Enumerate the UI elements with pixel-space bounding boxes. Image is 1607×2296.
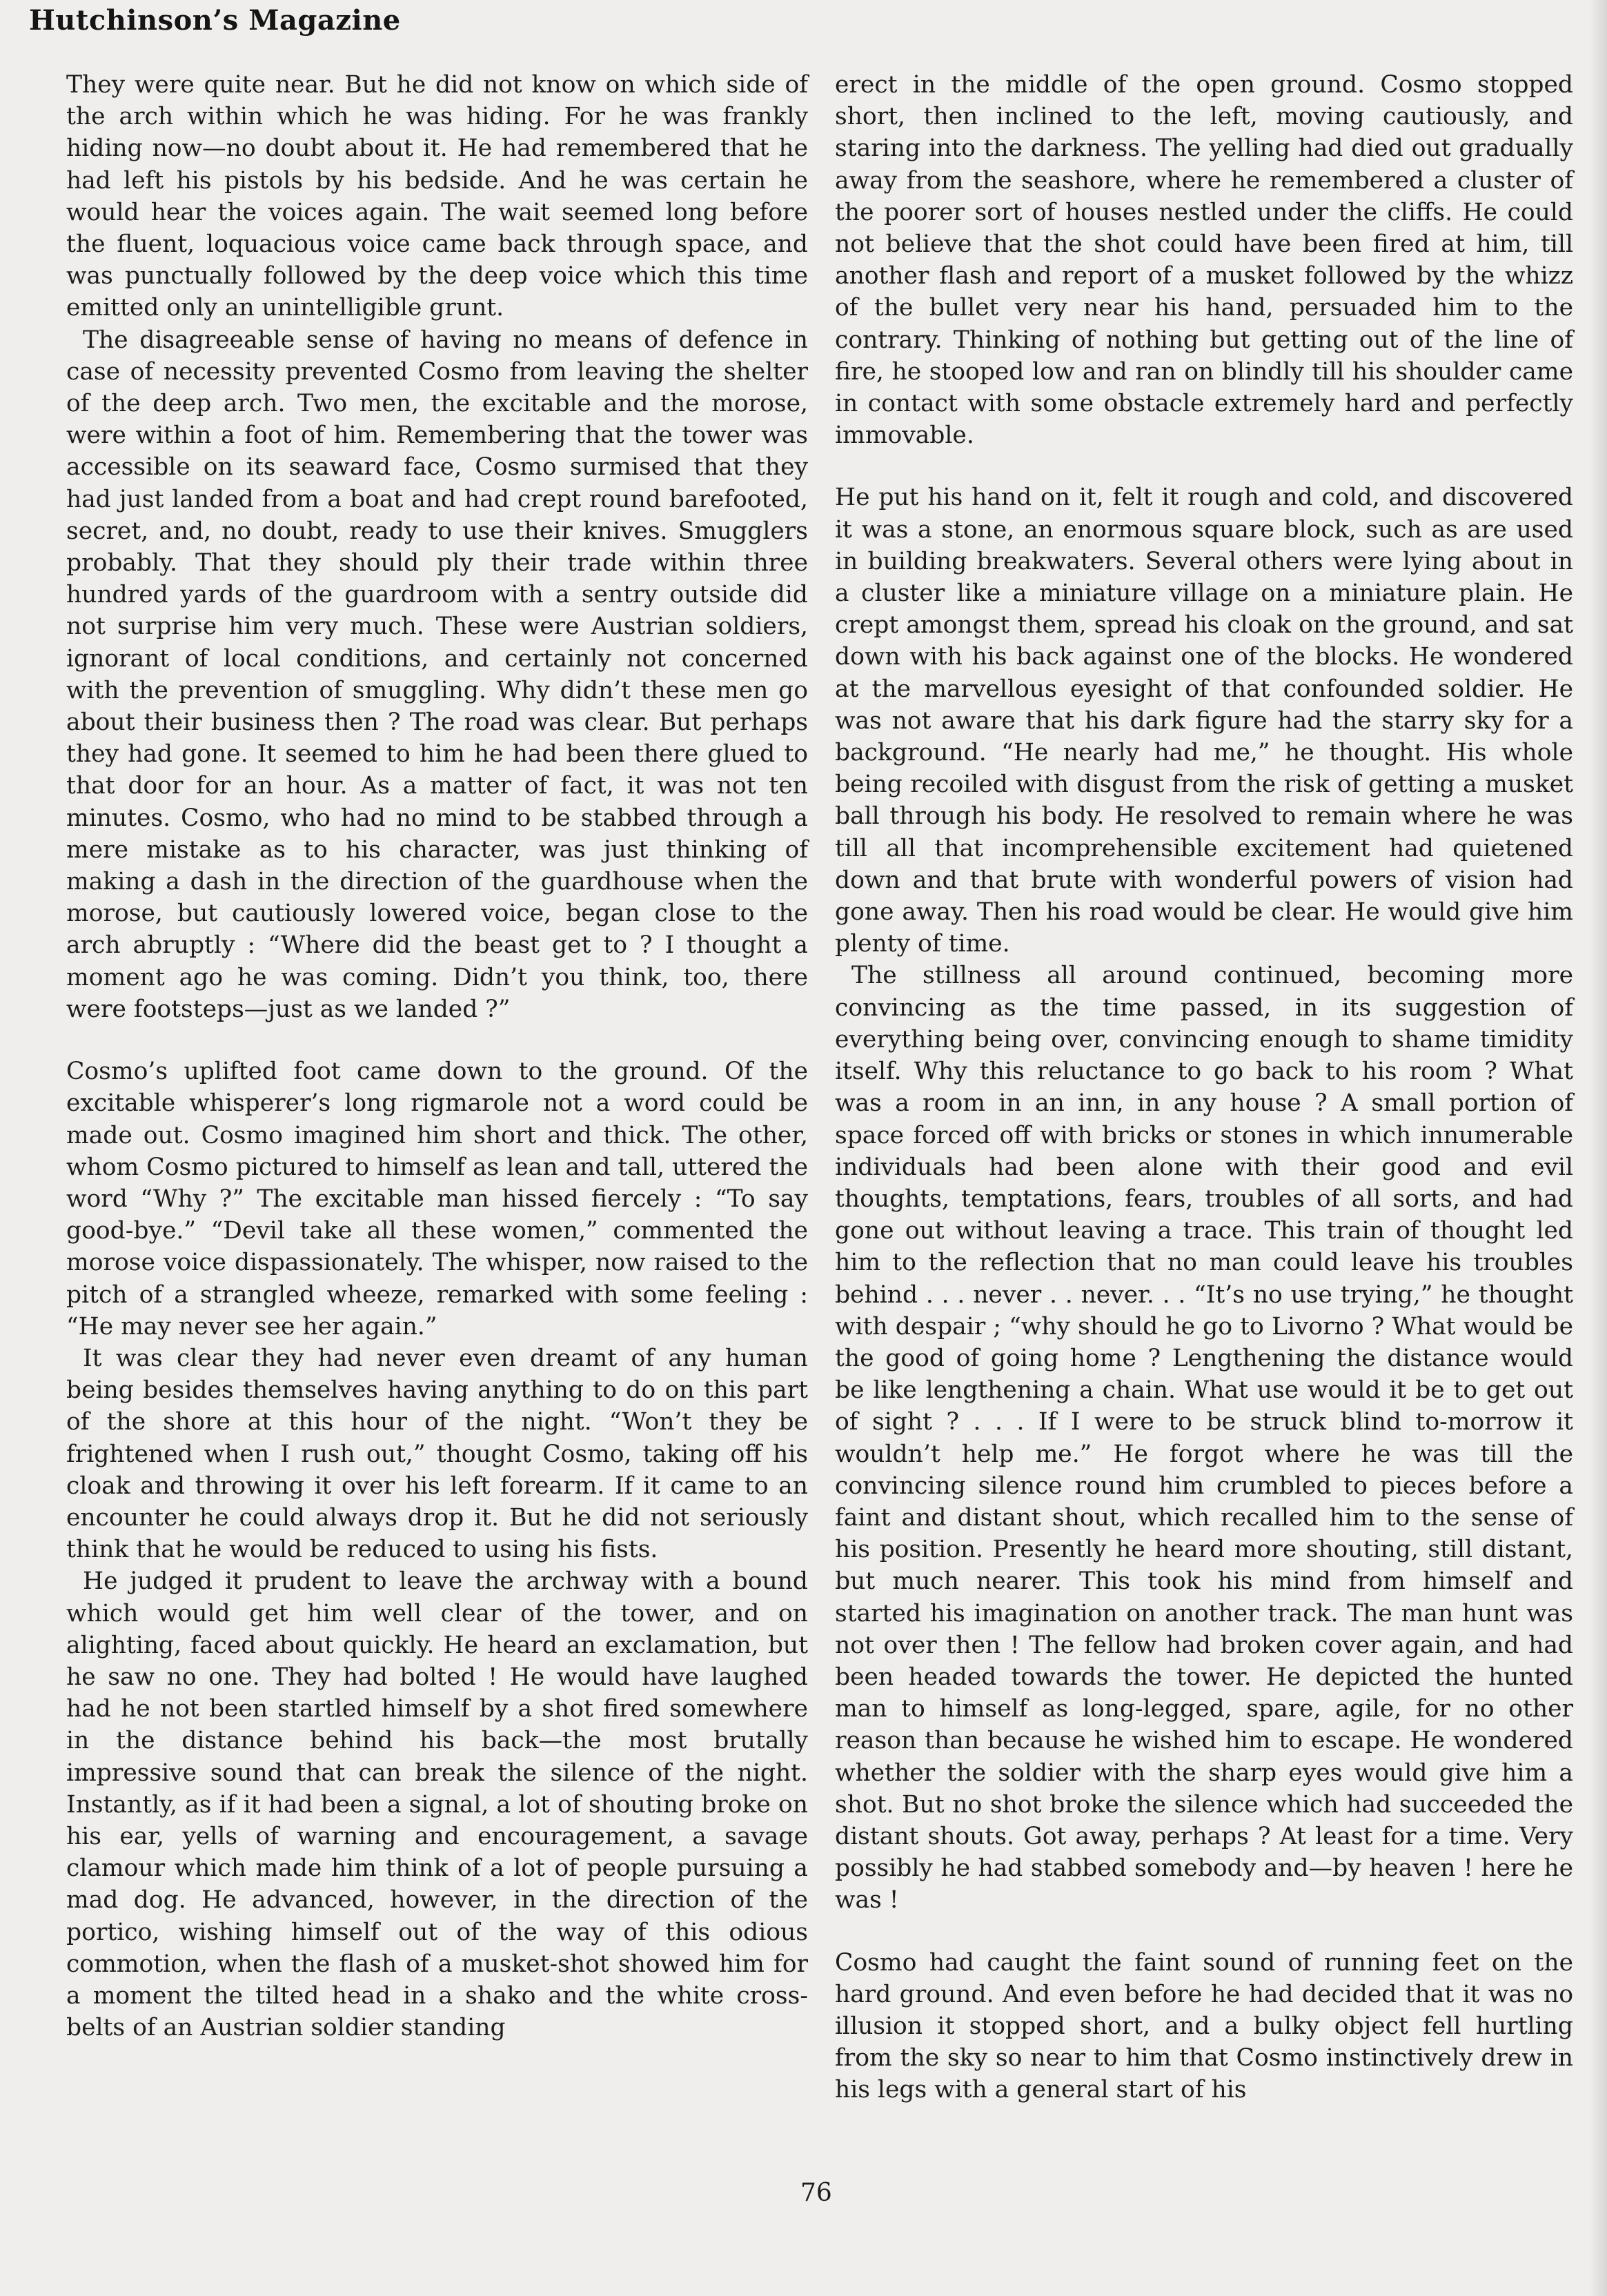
right-column xyxy=(835,69,1573,2106)
paragraph: It was clear they had never even dreamt of any human being besides themselves having anything to do on this part of the shore at this hour of the night. “Won’t they be frightened when I rush out,” thought Cosmo, taking off his cloak and throwing it over his left forearm. If it came to an encounter he could always drop it. But he did not seriously think that he would be reduced to using his fists. xyxy=(66,1344,808,1564)
scan-edge-shadow xyxy=(1589,0,1607,2296)
paragraph: The disagreeable sense of having no means of defence in case of necessity prevented Cosmo from leaving the shelter of the deep arch. Two men, the excitable and the morose, were within a foot of him. Remembering that the tower was accessible on its seaward face, Cosmo surmised that they had just landed from a boat and had crept round barefooted, secret, and, no doubt, ready to use their knives. Smugglers probably. That they should ply their trade within three hundred yards of the guardroom with a sentry outside did not surprise him very much. These were Austrian soldiers, ignorant of local conditions, and certainly not concerned with the prevention of smuggling. Why didn’t these men go about their business then ? The road was clear. But perhaps they had gone. It seemed to him he had been there glued to that door for an hour. As a matter of fact, it was not ten minutes. Cosmo, who had no mind to be stabbed through a mere mistake as to his character, was just thinking of making a dash in the direction of the guardhouse when the morose, but cautiously lowered voice, began close to the arch abruptly : “Where did the beast get to ? I thought a moment ago he was coming. Didn’t you think, too, there were footsteps—just as we landed ?” xyxy=(66,326,808,1023)
page-number: 76 xyxy=(800,2179,832,2207)
paragraph: erect in the middle of the open ground. Cosmo stopped short, then inclined to the left, moving cautiously, and staring into the darkness. The yelling had died out gradually away from the seashore, where he remembered a cluster of the poorer sort of houses nestled under the cliffs. He could not believe that the shot could have been fired at him, till another flash and report of a musket followed by the whizz of the bullet very near his hand, persuaded him to the contrary. Thinking of nothing but getting out of the line of fire, he stooped low and ran on blindly till his shoulder came in contact with some obstacle extremely hard and perfectly immovable. xyxy=(835,71,1573,450)
running-header: Hutchinson’s Magazine xyxy=(29,4,401,37)
paragraph: Cosmo had caught the faint sound of running feet on the hard ground. And even before he had decided that it was no illusion it stopped short, and a bulky object fell hurtling from the sky so near to him that Cosmo instinctively drew in his legs with a general start of his xyxy=(835,1948,1573,2104)
paragraph: They were quite near. But he did not know on which side of the arch within which he was hiding. For he was frankly hiding now—no doubt about it. He had remembered that he had left his pistols by his bedside. And he was certain he would hear the voices again. The wait seemed long before the fluent, loquacious voice came back through space, and was punctually followed by the deep voice which this time emitted only an unintelligible grunt. xyxy=(66,71,808,322)
paragraph: He put his hand on it, felt it rough and cold, and discovered it was a stone, an enormous square block, such as are used in building breakwaters. Several others were lying about in a cluster like a miniature village on a miniature plain. He crept amongst them, spread his cloak on the ground, and sat down with his back against one of the blocks. He wondered at the marvellous eyesight of that confounded soldier. He was not aware that his dark figure had the starry sky for a background. “He nearly had me,” he thought. His whole being recoiled with disgust from the risk of getting a musket ball through his body. He resolved to remain where he was till all that incomprehensible excitement had quietened down and that brute with wonderful powers of vision had gone away. Then his road would be clear. He would give him plenty of time. xyxy=(835,484,1573,958)
paragraph: Cosmo’s uplifted foot came down to the ground. Of the excitable whisperer’s long rigmarole not a word could be made out. Cosmo imagined him short and thick. The other, whom Cosmo pictured to himself as lean and tall, uttered the word “Why ?” The excitable man hissed fiercely : “To say good-bye.” “Devil take all these women,” commented the morose voice dispassionately. The whisper, now raised to the pitch of a strangled wheeze, remarked with some feeling : “He may never see her again.” xyxy=(66,1058,808,1340)
paragraph: The stillness all around continued, becoming more convincing as the time passed, in its suggestion of everything being over, convincing enough to shame timidity itself. Why this reluctance to go back to his room ? What was a room in an inn, in any house ? A small portion of space forced off with bricks or stones in which innumerable individuals had been alone with their good and evil thoughts, temptations, fears, troubles of all sorts, and had gone out without leaving a trace. This train of thought led him to the reflection that no man could leave his troubles behind . . . never . . never. . . “It’s no use trying,” he thought with despair ; “why should he go to Livorno ? What would be the good of going home ? Lengthening the distance would be like lengthening a chain. What use would it be to get out of sight ? . . . If I were to be struck blind to-morrow it wouldn’t help me.” He forgot where he was till the convincing silence round him crumbled to pieces before a faint and distant shout, which recalled him to the sense of his position. Presently he heard more shouting, still distant, but much nearer. This took his mind from himself and started his imagination on another track. The man hunt was not over then ! The fellow had broken cover again, and had been headed towards the tower. He depicted the hunted man to himself as long-legged, spare, agile, for no other reason than because he wished him to escape. He wondered whether the soldier with the sharp eyes would give him a shot. But no shot broke the silence which had succeeded the distant shouts. Got away, perhaps ? At least for a time. Very possibly he had stabbed somebody and—by heaven ! here he was ! xyxy=(835,962,1573,1914)
left-column xyxy=(66,69,808,2043)
paragraph: He judged it prudent to leave the archway with a bound which would get him well clear of the tower, and on alighting, faced about quickly. He heard an exclamation, but he saw no one. They had bolted ! He would have laughed had he not been startled himself by a shot fired somewhere in the distance behind his back—the most brutally impressive sound that can break the silence of the night. Instantly, as if it had been a signal, a lot of shouting broke on his ear, yells of warning and encouragement, a savage clamour which made him think of a lot of people pursuing a mad dog. He advanced, however, in the direction of the portico, wishing himself out of the way of this odious commotion, when the flash of a musket-shot showed him for a moment the tilted head in a shako and the white cross-belts of an Austrian soldier standing xyxy=(66,1567,808,2042)
